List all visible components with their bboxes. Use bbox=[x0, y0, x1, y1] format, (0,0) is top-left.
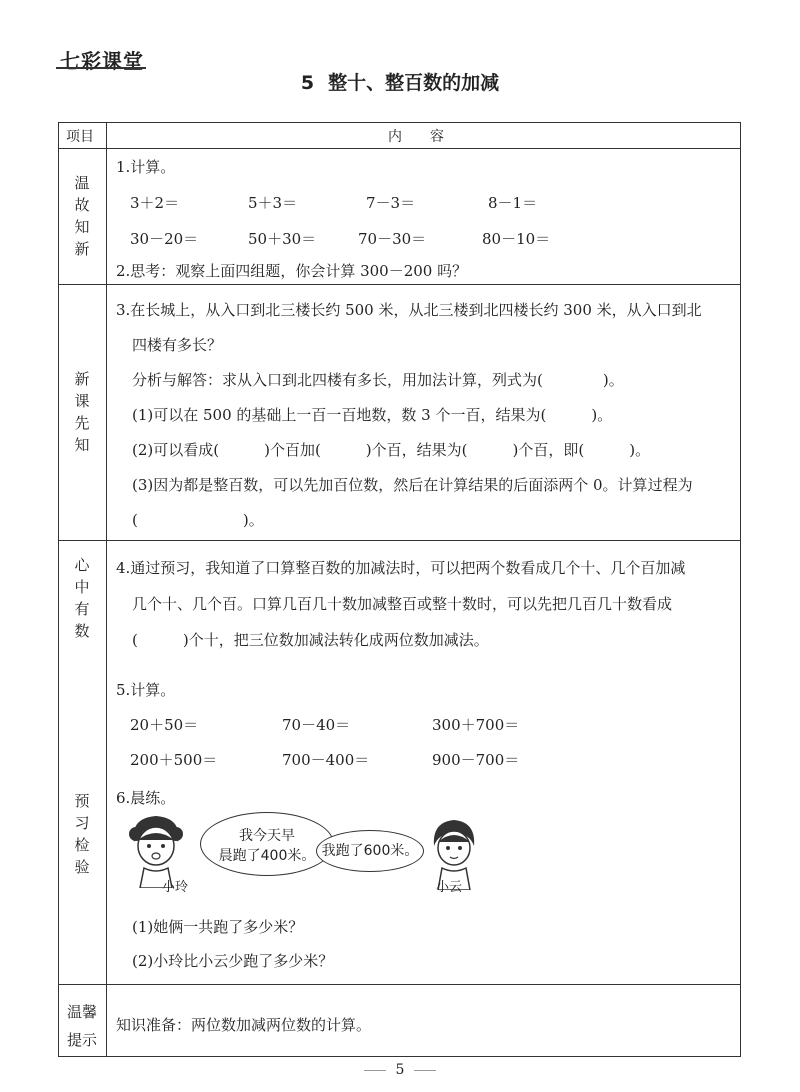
page-number bbox=[0, 1062, 800, 1078]
q1-problem: 7－3＝ bbox=[366, 194, 416, 212]
q1-problem: 50＋30＝ bbox=[248, 230, 317, 248]
table-border-top bbox=[58, 122, 741, 123]
section-label-tip: 温馨提示 bbox=[66, 1003, 97, 1049]
q5-problem: 200＋500＝ bbox=[130, 751, 218, 769]
q5-problem: 900－700＝ bbox=[432, 751, 520, 769]
q6-sub1: (1)她俩一共跑了多少米？ bbox=[132, 918, 304, 936]
q4-line3: ( )个十，把三位数加减法转化成两位数加减法。 bbox=[132, 631, 489, 649]
name-xiaoyun: 小云 bbox=[436, 880, 463, 895]
q3-part3-answer: ( )。 bbox=[132, 511, 264, 529]
q4-line2: 几个十、几个百。口算几百几十数加减整百或整十数时，可以先把几百几十数看成 bbox=[132, 595, 673, 613]
header-content: 内 容 bbox=[388, 129, 444, 145]
section-divider bbox=[58, 540, 741, 541]
name-xiaoling: 小玲 bbox=[162, 880, 189, 895]
q1-problem: 80－10＝ bbox=[482, 230, 551, 248]
bubble-line: 晨跑了400米。 bbox=[218, 848, 316, 864]
lesson-title: 整十、整百数的加减 bbox=[328, 72, 500, 94]
page-dash bbox=[414, 1070, 436, 1071]
lesson-number: 5 bbox=[300, 72, 315, 94]
section-label-warmup: 温故知新 bbox=[74, 174, 90, 258]
table-border-bottom bbox=[58, 1056, 741, 1057]
tip-text: 知识准备：两位数加减两位数的计算。 bbox=[116, 1016, 372, 1034]
page-title bbox=[0, 68, 800, 95]
q3-line2: 四楼有多长？ bbox=[132, 336, 223, 354]
section-divider bbox=[58, 284, 741, 285]
q1-problem: 5＋3＝ bbox=[248, 194, 298, 212]
content-table bbox=[58, 122, 741, 1057]
q5-label: 5.计算。 bbox=[116, 681, 176, 699]
q1-problem: 70－30＝ bbox=[358, 230, 427, 248]
page-number-value: 5 bbox=[395, 1062, 405, 1078]
section-divider bbox=[58, 984, 741, 985]
page-dash bbox=[364, 1070, 386, 1071]
q5-problem: 700－400＝ bbox=[282, 751, 370, 769]
q6-sub2: (2)小玲比小云少跑了多少米？ bbox=[132, 952, 334, 970]
header-divider bbox=[58, 148, 741, 149]
column-divider bbox=[106, 122, 107, 1057]
brand-logo: 七彩课堂 bbox=[60, 49, 144, 73]
q3-part2: (2)可以看成( )个百加( )个百，结果为( )个百，即( )。 bbox=[132, 441, 651, 459]
q5-problem: 300＋700＝ bbox=[432, 716, 520, 734]
section-label-mind: 心中有数 bbox=[74, 556, 90, 640]
speech-bubble-xiaoyun: 我跑了600米。 bbox=[316, 830, 424, 872]
q6-label: 6.晨练。 bbox=[116, 789, 176, 807]
q3-part1: (1)可以在 500 的基础上一百一百地数，数 3 个一百，结果为( )。 bbox=[132, 406, 613, 424]
section-label-check: 预习检验 bbox=[74, 792, 90, 876]
speech-bubble-xiaoling bbox=[200, 812, 334, 876]
q2-text: 2.思考：观察上面四组题，你会计算 300－200 吗？ bbox=[116, 262, 468, 280]
q1-label: 1.计算。 bbox=[116, 158, 176, 176]
q4-line1: 4.通过预习，我知道了口算整百数的加减法时，可以把两个数看成几个十、几个百加减 bbox=[116, 559, 686, 577]
q1-problem: 8－1＝ bbox=[488, 194, 538, 212]
q5-problem: 70－40＝ bbox=[282, 716, 351, 734]
q5-problem: 20＋50＝ bbox=[130, 716, 199, 734]
bubble-line: 我今天早 bbox=[239, 828, 295, 844]
q1-problem: 30－20＝ bbox=[130, 230, 199, 248]
q3-analysis: 分析与解答：求从入口到北四楼有多长，用加法计算，列式为( )。 bbox=[132, 371, 624, 389]
q3-line1: 3.在长城上，从入口到北三楼长约 500 米，从北三楼到北四楼长约 300 米，从入口到北 bbox=[116, 301, 702, 319]
section-label-preview: 新课先知 bbox=[74, 370, 90, 454]
q3-part3: (3)因为都是整百数，可以先加百位数，然后在计算结果的后面添两个 0。计算过程为 bbox=[132, 476, 693, 494]
q1-problem: 3＋2＝ bbox=[130, 194, 180, 212]
table-border-right bbox=[740, 122, 741, 1057]
header-item: 项目 bbox=[66, 129, 94, 145]
